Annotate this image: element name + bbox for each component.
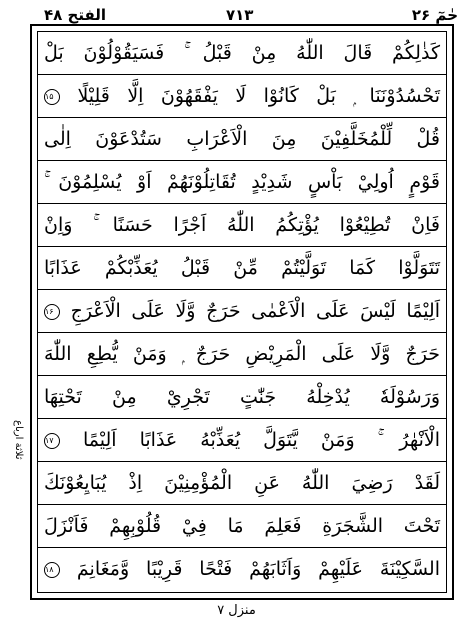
verse-line	[38, 204, 446, 247]
juz-name: حٰمٓ ۲۶	[411, 6, 458, 24]
verse-text: قُلْ لِّلْمُخَلَّفِيْنَ مِنَ الْاَعْرَابِ سَتُدْعَوْنَ اِلٰى	[44, 128, 440, 150]
verse-text: السَّكِيْنَةَ عَلَيْهِمْ وَاَثَابَهُمْ فَتْحًا قَرِيْبًا وَّمَغَانِمَ	[76, 558, 440, 580]
text-block	[37, 31, 447, 593]
verse-text: لَقَدْ رَضِيَ اللّٰهُ عَنِ الْمُؤْمِنِيْنَ اِذْ يُبَايِعُوْنَكَ	[44, 472, 440, 494]
verse-line	[38, 118, 446, 161]
verse-text: اَلِيْمًا لَيْسَ عَلَى الْاَعْمٰى حَرَجٌ وَّلَا عَلَى الْاَعْرَجِ	[70, 300, 440, 322]
verse-text: تَحْتَ الشَّجَرَةِ فَعَلِمَ مَا فِيْ قُلُوْبِهِمْ فَاَنْزَلَ	[44, 515, 440, 537]
verse-line	[38, 548, 446, 591]
verse-line	[38, 247, 446, 290]
ayah-marker: ۱۶	[44, 304, 60, 320]
verse-text: تَحْسُدُوْنَنَا ۭ بَلْ كَانُوْا لَا يَفْقَهُوْنَ اِلَّا قَلِيْلًا	[77, 85, 440, 107]
verse-text: فَاِنْ تُطِيْعُوْا يُؤْتِكُمُ اللّٰهُ اَجْرًا حَسَنًا ۚ وَاِنْ	[44, 214, 440, 236]
verse-text: وَرَسُوْلَهٗ يُدْخِلْهُ جَنّٰتٍ تَجْرِيْ مِنْ تَحْتِهَا	[44, 386, 440, 408]
surah-name: الفتح ۴۸	[44, 6, 107, 24]
ayah-marker: ۱۸	[44, 562, 60, 578]
verse-text: كَذٰلِكُمْ قَالَ اللّٰهُ مِنْ قَبْلُ ۚ فَسَيَقُوْلُوْنَ بَلْ	[44, 42, 440, 64]
verse-line	[38, 462, 446, 505]
verse-text: الْاَنْهٰرُ ۚ وَمَنْ يَّتَوَلَّ يُعَذِّبْهُ عَذَابًا اَلِيْمًا	[83, 429, 440, 451]
verse-line	[38, 32, 446, 75]
verse-line	[38, 376, 446, 419]
verse-line	[38, 290, 446, 333]
verse-line	[38, 161, 446, 204]
page-frame	[30, 24, 454, 600]
verse-line	[38, 75, 446, 118]
manzil-footer: منزل ۷	[217, 603, 256, 618]
verse-line	[38, 333, 446, 376]
verse-text: قَوْمٍ اُولِيْ بَاْسٍ شَدِيْدٍ تُقَاتِلُوْنَهُمْ اَوْ يُسْلِمُوْنَ ۚ	[44, 171, 440, 193]
verse-text: تَتَوَلَّوْا كَمَا تَوَلَّيْتُمْ مِّنْ قَبْلُ يُعَذِّبْكُمْ عَذَابًا	[44, 257, 440, 279]
verse-line	[38, 419, 446, 462]
ayah-marker: ۱۷	[44, 433, 60, 449]
page-number: ۷۱۳	[226, 6, 254, 24]
margin-note: ثلاثة ارباع	[13, 420, 24, 460]
verse-text: حَرَجٌ وَّلَا عَلَى الْمَرِيْضِ حَرَجٌ ۭ وَمَنْ يُّطِعِ اللّٰهَ	[44, 343, 440, 365]
verse-line	[38, 505, 446, 548]
ayah-marker: ۱۵	[44, 89, 60, 105]
page-header	[30, 4, 458, 26]
